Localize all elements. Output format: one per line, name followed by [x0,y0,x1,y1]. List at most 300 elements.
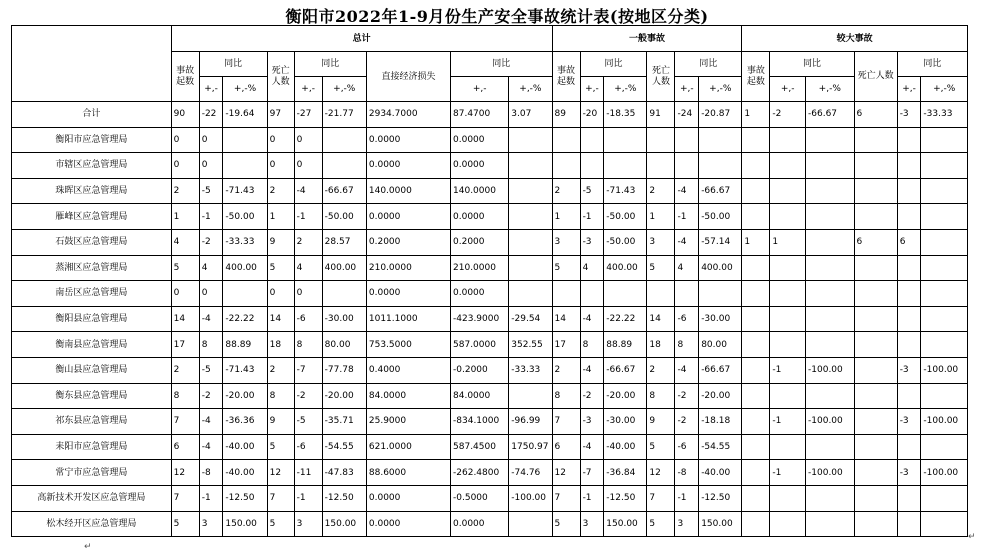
value-cell: 9 [267,409,294,435]
value-cell: -96.99 [509,409,552,435]
value-cell: -29.54 [509,306,552,332]
value-cell [854,383,897,409]
value-cell [854,153,897,179]
value-cell: 400.00 [322,255,366,281]
value-cell: -20.00 [322,383,366,409]
value-cell: -40.00 [223,434,267,460]
group-header-general: 一般事故 [552,26,742,52]
value-cell: 6 [552,434,580,460]
value-cell: 400.00 [604,255,647,281]
table-row [12,460,968,486]
value-cell: -5 [199,357,223,383]
region-cell: 市辖区应急管理局 [12,153,172,179]
header-count: 事故起数 [171,52,199,102]
value-cell: -100.00 [921,409,968,435]
header-yoy: 同比 [294,52,366,77]
value-cell [897,153,921,179]
value-cell [647,127,675,153]
value-cell [806,178,855,204]
value-cell: 352.55 [509,332,552,358]
region-cell: 雁峰区应急管理局 [12,204,172,230]
value-cell: 0.0000 [451,281,509,307]
region-cell: 石鼓区应急管理局 [12,229,172,255]
value-cell: -12.50 [699,485,742,511]
value-cell [742,383,770,409]
value-cell [675,281,699,307]
value-cell: -3 [580,409,604,435]
value-cell: 0.0000 [366,281,450,307]
value-cell: -66.67 [699,357,742,383]
value-cell: 89 [552,102,580,128]
value-cell [742,409,770,435]
value-cell: -66.67 [604,357,647,383]
value-cell [897,127,921,153]
value-cell: 90 [171,102,199,128]
value-cell: 87.4700 [451,102,509,128]
value-cell: -1 [294,204,322,230]
table-row [12,357,968,383]
value-cell [742,153,770,179]
value-cell: 0.0000 [366,204,450,230]
value-cell: -100.00 [806,409,855,435]
value-cell [604,127,647,153]
table-row [12,281,968,307]
value-cell: -47.83 [322,460,366,486]
header-plus-minus-pct: +,-% [806,77,855,102]
value-cell: 0 [199,127,223,153]
value-cell: -6 [294,434,322,460]
value-cell: -40.00 [604,434,647,460]
value-cell: 0.0000 [366,127,450,153]
value-cell: -4 [675,357,699,383]
value-cell: -50.00 [699,204,742,230]
value-cell: 1 [742,102,770,128]
header-plus-minus-pct: +,-% [604,77,647,102]
value-cell [509,204,552,230]
value-cell: -100.00 [509,485,552,511]
value-cell [742,127,770,153]
value-cell [854,332,897,358]
value-cell: 5 [267,255,294,281]
value-cell: 88.6000 [366,460,450,486]
header-plus-minus: +,- [199,77,223,102]
value-cell: -20 [580,102,604,128]
value-cell: 4 [171,229,199,255]
value-cell: 0.0000 [451,204,509,230]
value-cell: 0.0000 [451,511,509,537]
value-cell: -40.00 [699,460,742,486]
table-row [12,434,968,460]
page-title: 衡阳市2022年1-9月份生产安全事故统计表(按地区分类) [285,7,709,26]
value-cell [897,281,921,307]
value-cell: 5 [171,255,199,281]
value-cell [742,485,770,511]
value-cell [742,357,770,383]
value-cell [699,127,742,153]
value-cell: 91 [647,102,675,128]
value-cell: 210.0000 [451,255,509,281]
header-deaths: 死亡人数 [647,52,675,102]
value-cell: 0 [267,281,294,307]
value-cell: 14 [267,306,294,332]
value-cell [604,281,647,307]
table-row [12,204,968,230]
value-cell: 5 [647,255,675,281]
value-cell: 2 [647,357,675,383]
value-cell: 0 [171,127,199,153]
value-cell: 88.89 [223,332,267,358]
value-cell: 84.0000 [451,383,509,409]
value-cell [854,306,897,332]
value-cell: 8 [199,332,223,358]
value-cell: 18 [647,332,675,358]
value-cell: 8 [552,383,580,409]
value-cell [854,511,897,537]
value-cell: 150.00 [322,511,366,537]
value-cell [742,332,770,358]
value-cell: -0.2000 [451,357,509,383]
value-cell [897,178,921,204]
region-cell: 衡东县应急管理局 [12,383,172,409]
value-cell: 0 [294,127,322,153]
value-cell [770,204,806,230]
value-cell: 2 [552,178,580,204]
value-cell: -20.00 [223,383,267,409]
value-cell: 5 [647,434,675,460]
value-cell: -8 [675,460,699,486]
value-cell: -36.84 [604,460,647,486]
header-deaths: 死亡人数 [854,52,897,102]
value-cell [647,153,675,179]
value-cell: -54.55 [699,434,742,460]
value-cell: -35.71 [322,409,366,435]
value-cell: 1 [647,204,675,230]
value-cell [897,255,921,281]
value-cell [770,281,806,307]
value-cell [921,511,968,537]
value-cell [552,127,580,153]
value-cell: 8 [675,332,699,358]
value-cell [854,434,897,460]
value-cell: 753.5000 [366,332,450,358]
value-cell: 4 [675,255,699,281]
value-cell: 6 [854,102,897,128]
value-cell: 0.0000 [451,127,509,153]
value-cell: 0 [199,281,223,307]
table-row [12,511,968,537]
table-row [12,485,968,511]
value-cell: -33.33 [223,229,267,255]
value-cell: 14 [552,306,580,332]
value-cell: 0 [267,153,294,179]
value-cell: -33.33 [509,357,552,383]
value-cell: 0 [171,281,199,307]
value-cell: -100.00 [921,357,968,383]
value-cell [509,511,552,537]
value-cell [770,383,806,409]
value-cell: 2 [294,229,322,255]
value-cell: -3 [897,460,921,486]
value-cell: 4 [294,255,322,281]
value-cell: 7 [171,409,199,435]
value-cell [806,153,855,179]
value-cell: 2 [552,357,580,383]
value-cell: 4 [580,255,604,281]
value-cell: -66.67 [322,178,366,204]
value-cell: 9 [647,409,675,435]
value-cell [322,127,366,153]
value-cell: -71.43 [604,178,647,204]
value-cell [770,485,806,511]
value-cell: 18 [267,332,294,358]
value-cell: -4 [580,357,604,383]
value-cell [770,153,806,179]
value-cell: 0 [294,153,322,179]
value-cell: -100.00 [806,357,855,383]
value-cell: 0.2000 [366,229,450,255]
header-plus-minus: +,- [580,77,604,102]
value-cell [854,255,897,281]
value-cell [806,255,855,281]
header-plus-minus: +,- [675,77,699,102]
value-cell [742,204,770,230]
value-cell [699,281,742,307]
value-cell: -1 [199,204,223,230]
value-cell [897,434,921,460]
value-cell [580,127,604,153]
value-cell [742,178,770,204]
region-header-cell [12,26,172,102]
value-cell: 210.0000 [366,255,450,281]
header-plus-minus: +,- [294,77,322,102]
value-cell: -4 [675,178,699,204]
value-cell [854,127,897,153]
value-cell [854,357,897,383]
value-cell: 6 [897,229,921,255]
value-cell: -7 [294,357,322,383]
value-cell [742,281,770,307]
value-cell [921,485,968,511]
region-cell: 南岳区应急管理局 [12,281,172,307]
value-cell [921,332,968,358]
value-cell [580,153,604,179]
header-plus-minus-pct: +,-% [921,77,968,102]
value-cell: -74.76 [509,460,552,486]
value-cell: -2 [199,383,223,409]
value-cell: -30.00 [322,306,366,332]
value-cell [742,434,770,460]
value-cell: 7 [267,485,294,511]
value-cell: -50.00 [604,204,647,230]
header-plus-minus-pct: +,-% [509,77,552,102]
value-cell: 150.00 [223,511,267,537]
value-cell: -1 [580,204,604,230]
value-cell: 3 [580,511,604,537]
value-cell: 0.2000 [451,229,509,255]
value-cell: -18.18 [699,409,742,435]
value-cell: -7 [580,460,604,486]
value-cell: 1 [267,204,294,230]
value-cell: -71.43 [223,178,267,204]
value-cell: 0.0000 [451,153,509,179]
value-cell: -12.50 [223,485,267,511]
value-cell [921,383,968,409]
value-cell: -21.77 [322,102,366,128]
value-cell: 7 [552,409,580,435]
header-plus-minus: +,- [897,77,921,102]
value-cell [897,306,921,332]
region-cell: 衡阳市应急管理局 [12,127,172,153]
value-cell: -66.67 [806,102,855,128]
value-cell: -3 [897,357,921,383]
value-cell [806,434,855,460]
header-yoy: 同比 [770,52,854,77]
value-cell: 97 [267,102,294,128]
value-cell: 5 [552,511,580,537]
table-row [12,178,968,204]
value-cell: -11 [294,460,322,486]
value-cell: -27 [294,102,322,128]
value-cell: 1 [742,229,770,255]
value-cell [770,127,806,153]
value-cell: -2 [199,229,223,255]
value-cell: 0 [171,153,199,179]
value-cell: -50.00 [322,204,366,230]
value-cell: -22.22 [604,306,647,332]
value-cell: -1 [199,485,223,511]
value-cell: 6 [854,229,897,255]
value-cell [770,434,806,460]
value-cell: 25.9000 [366,409,450,435]
value-cell [509,281,552,307]
value-cell: 9 [267,229,294,255]
value-cell: -19.64 [223,102,267,128]
value-cell: -8 [199,460,223,486]
value-cell: -100.00 [806,460,855,486]
value-cell: -22 [199,102,223,128]
value-cell: 587.4500 [451,434,509,460]
value-cell: -4 [675,229,699,255]
header-plus-minus: +,- [770,77,806,102]
value-cell [322,153,366,179]
table-row [12,383,968,409]
value-cell [921,153,968,179]
value-cell [806,383,855,409]
value-cell [552,281,580,307]
header-plus-minus-pct: +,-% [322,77,366,102]
value-cell [509,229,552,255]
value-cell: -5 [199,178,223,204]
table-row [12,255,968,281]
value-cell: 1 [770,229,806,255]
value-cell: 5 [552,255,580,281]
value-cell: 4 [199,255,223,281]
value-cell: 1 [552,204,580,230]
value-cell [806,127,855,153]
group-header-major: 较大事故 [742,26,968,52]
table-row [12,127,968,153]
value-cell [806,204,855,230]
value-cell: -50.00 [604,229,647,255]
value-cell: -6 [294,306,322,332]
value-cell [897,332,921,358]
value-cell [552,153,580,179]
value-cell: 8 [580,332,604,358]
header-plus-minus: +,- [451,77,509,102]
value-cell: -6 [675,434,699,460]
value-cell [509,127,552,153]
header-deaths: 死亡人数 [267,52,294,102]
value-cell: 5 [267,434,294,460]
value-cell: -1 [770,409,806,435]
value-cell: -423.9000 [451,306,509,332]
value-cell: 0.0000 [366,153,450,179]
value-cell: 8 [171,383,199,409]
value-cell [921,281,968,307]
value-cell: 140.0000 [366,178,450,204]
value-cell [921,434,968,460]
region-cell: 松木经开区应急管理局 [12,511,172,537]
value-cell: 0 [199,153,223,179]
value-cell: 14 [171,306,199,332]
value-cell: -4 [199,434,223,460]
value-cell: 621.0000 [366,434,450,460]
statistics-table [11,25,968,537]
value-cell: 14 [647,306,675,332]
value-cell: 3 [294,511,322,537]
value-cell: 400.00 [699,255,742,281]
value-cell: -18.35 [604,102,647,128]
value-cell [647,281,675,307]
value-cell: 12 [267,460,294,486]
value-cell [223,153,267,179]
value-cell: -71.43 [223,357,267,383]
value-cell [921,229,968,255]
value-cell [509,178,552,204]
value-cell [897,383,921,409]
value-cell [223,127,267,153]
value-cell: -5 [294,409,322,435]
value-cell [854,409,897,435]
value-cell: 0 [267,127,294,153]
value-cell: 2 [647,178,675,204]
value-cell: 12 [171,460,199,486]
value-cell: -4 [580,306,604,332]
region-cell: 珠晖区应急管理局 [12,178,172,204]
value-cell: 0.4000 [366,357,450,383]
region-cell: 常宁市应急管理局 [12,460,172,486]
value-cell: -3 [897,102,921,128]
value-cell [675,127,699,153]
value-cell: -5 [580,178,604,204]
value-cell [509,255,552,281]
value-cell: -3 [580,229,604,255]
value-cell: 8 [647,383,675,409]
value-cell: -4 [294,178,322,204]
value-cell: 7 [552,485,580,511]
value-cell: 88.89 [604,332,647,358]
value-cell: 12 [647,460,675,486]
region-cell: 衡南县应急管理局 [12,332,172,358]
value-cell: 587.0000 [451,332,509,358]
value-cell: 7 [647,485,675,511]
value-cell [509,153,552,179]
table-row [12,306,968,332]
value-cell: 6 [171,434,199,460]
value-cell [921,178,968,204]
value-cell: -1 [675,204,699,230]
value-cell [806,306,855,332]
